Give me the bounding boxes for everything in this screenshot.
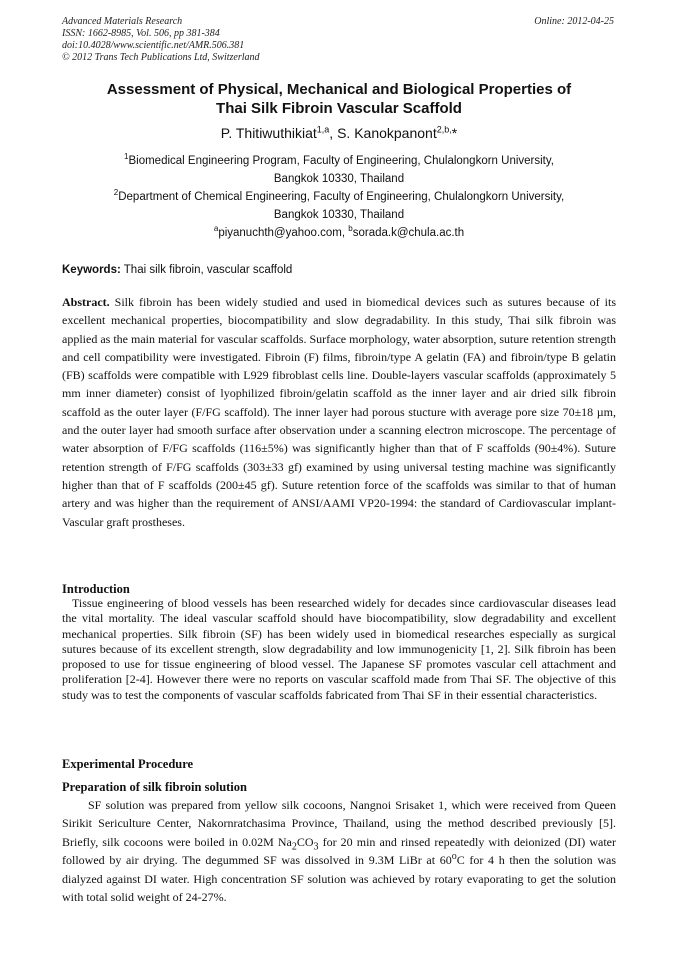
author-1: P. Thitiwuthikiat bbox=[220, 125, 317, 141]
email-b-mark: b bbox=[348, 224, 353, 234]
journal-name: Advanced Materials Research bbox=[62, 16, 183, 27]
experimental-heading: Experimental Procedure bbox=[62, 757, 194, 771]
corresponding-mark: * bbox=[451, 125, 458, 141]
keywords-text: Thai silk fibroin, vascular scaffold bbox=[120, 264, 293, 276]
affiliation-2 bbox=[62, 188, 616, 224]
abstract-label: Abstract. bbox=[62, 295, 110, 309]
prep-text-4: C for 4 h then the solution was dialyzed against DI water. High concentration SF solution was achieved by rotary evaporating to get the solution with total solid weight of 24-27%. bbox=[62, 853, 616, 905]
prep-text-2: CO bbox=[296, 834, 314, 849]
prep-sub-2: 3 bbox=[313, 841, 319, 853]
author-2: S. Kanokpanont bbox=[337, 125, 437, 141]
affiliation-2-line-2: Bangkok 10330, Thailand bbox=[273, 209, 405, 221]
affiliation-2-mark: 2 bbox=[113, 188, 119, 198]
affiliation-1-line-1 bbox=[62, 152, 616, 170]
prep-sup-1: o bbox=[451, 851, 457, 863]
author-1-affil: 1,a bbox=[316, 124, 330, 135]
copyright-line: © 2012 Trans Tech Publications Ltd, Switzerland bbox=[62, 52, 260, 63]
prep-text-1: SF solution was prepared from yellow silk cocoons, Nangnoi Srisaket 1, which were received from Queen Sirikit Sericulture Center, Nakornratchasima Province, Thailand, using the method described previously [5]. Briefly, silk cocoons were boiled in 0.02M Na bbox=[62, 798, 616, 849]
email-b: sorada.k@chula.ac.th bbox=[352, 227, 465, 239]
issn-line: ISSN: 1662-8985, Vol. 506, pp 381-384 bbox=[62, 28, 220, 39]
online-date: Online: 2012-04-25 bbox=[534, 16, 614, 27]
affiliation-1-text: Biomedical Engineering Program, Faculty of Engineering, Chulalongkorn University, bbox=[128, 155, 554, 167]
affiliation-2-line-1 bbox=[62, 188, 616, 206]
title-line-2: Thai Silk Fibroin Vascular Scaffold bbox=[216, 100, 462, 117]
affiliation-1-line-2: Bangkok 10330, Thailand bbox=[273, 173, 405, 185]
prep-text-3: for 20 min and rinsed repeatedly with deionized (DI) water followed by air drying. The degummed SF was dissolved in 9.3M LiBr at 60 bbox=[62, 834, 616, 868]
affiliation-2-text: Department of Chemical Engineering, Faculty of Engineering, Chulalongkorn University, bbox=[118, 191, 565, 203]
title-line-1: Assessment of Physical, Mechanical and Biological Properties of bbox=[106, 81, 572, 98]
author-separator: , bbox=[329, 125, 338, 141]
keywords-label: Keywords: bbox=[62, 264, 121, 276]
paper-title bbox=[62, 80, 616, 118]
journal-header bbox=[62, 16, 260, 64]
email-a: piyanuchth@yahoo.com, bbox=[218, 227, 349, 239]
keywords bbox=[62, 263, 616, 277]
author-list bbox=[62, 124, 616, 142]
abstract bbox=[62, 293, 616, 531]
doi-line: doi:10.4028/www.scientific.net/AMR.506.381 bbox=[62, 40, 245, 51]
email-a-mark: a bbox=[213, 224, 219, 234]
email-line bbox=[62, 224, 616, 242]
author-2-affil: 2,b, bbox=[436, 124, 452, 135]
abstract-text: Silk fibroin has been widely studied and used in biomedical devices such as sutures because of its excellent mechanical properties, biocompatibility and slow degradability. In this study, Thai silk fibroin was applied as the main material for vascular scaffolds. Surface morphology, water absorption, suture retention strength and cell compatibility were investigated. Fibroin (F) films, fibroin/type A gelatin (FA) and fibroin/type B gelatin (FB) scaffolds were compatible with L929 fibroblast cells line. Double-layers vascular scaffolds (approximately 5 mm inner diameter) consist of lyophilized fibroin/gelatin scaffold as the inner layer and air dried silk fibroin scaffold as the outer layer (F/FG scaffold). The inner layer had porous stucture with average pore size 70±18 µm, and the outer layer had smooth surface after observation under a scanning electron microscope. The percentage of water absorption of F/FG scaffolds (116±5%) was significantly higher than that of F scaffolds (90±4%). Suture retention strength of F/FG scaffolds (303±33 gf) examined by using universal testing machine was significantly higher than that of F scaffolds (200±45 gf). Suture retention force of the scaffolds was similar to that of human artery and was higher than the requirement of ANSI/AAMI VP20-1994: the standard of Cardiovascular implant-Vascular graft prostheses. bbox=[62, 295, 616, 529]
prep-sub-1: 2 bbox=[291, 841, 297, 853]
introduction-heading: Introduction bbox=[62, 582, 130, 596]
preparation-subheading: Preparation of silk fibroin solution bbox=[62, 780, 247, 794]
introduction-text: Tissue engineering of blood vessels has been researched widely for decades since cardiovascular diseases lead the vital mortality. The ideal vascular scaffold should have biocompatibility, slow degradability and excellent mechanical properties. Silk fibroin (SF) has been widely used in biomedical researches especially as surgical sutures because of its excellent strength, slow degradability and low immunogenicity [1, 2]. Silk fibroin has been proposed to use for tissue engineering of blood vessel. The Japanese SF promotes vascular cell attachment and proliferation [2-4]. However there were no reports on vascular scaffold made from Thai SF. The objective of this study was to test the components of vascular scaffolds fabricated from Thai SF in their essential characteristics. bbox=[62, 596, 616, 702]
affiliation-1 bbox=[62, 152, 616, 188]
preparation-text bbox=[62, 796, 616, 906]
affiliation-1-mark: 1 bbox=[124, 152, 129, 162]
